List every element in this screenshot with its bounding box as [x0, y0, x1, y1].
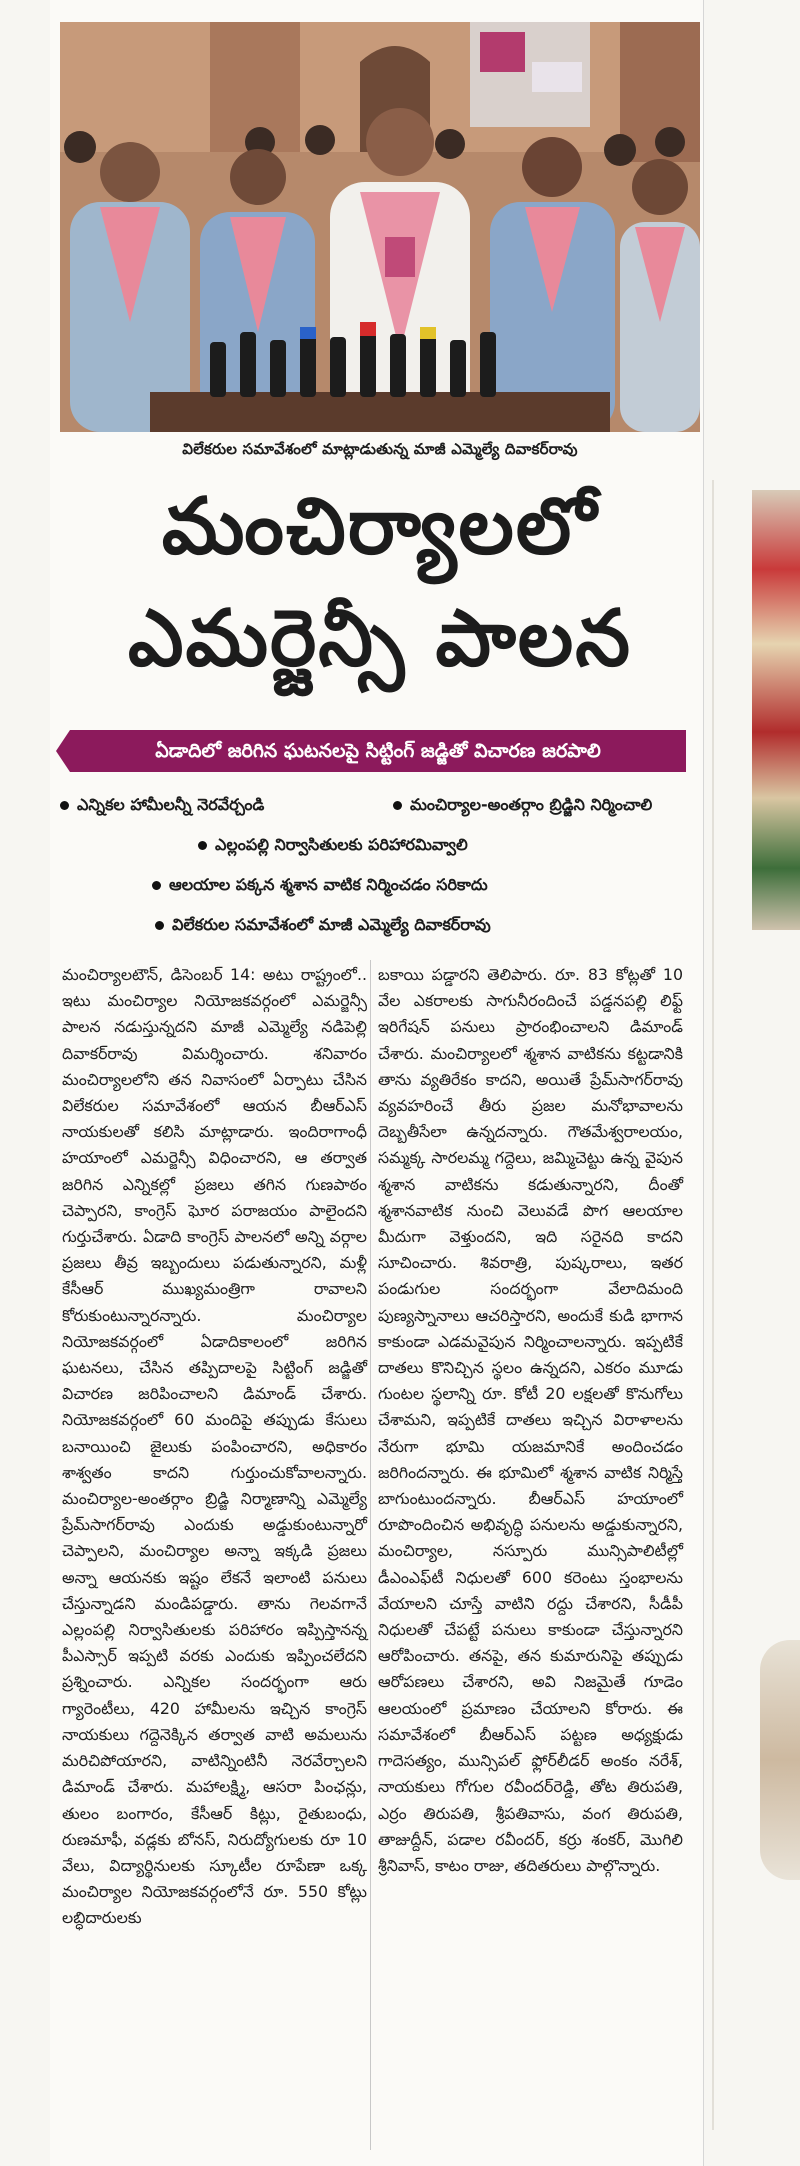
- bullet-dot-icon: [152, 881, 161, 890]
- bullet-point: [152, 875, 488, 898]
- adjacent-clipping-photo-2: [760, 1640, 800, 1880]
- bullet-text: ఆలయాల పక్కన శ్మశాన వాటిక నిర్మించడం సరికాదు: [169, 875, 488, 894]
- article-text-left: మంచిర్యాలటౌన్, డిసెంబర్ 14: అటు రాష్ట్రంలో.. ఇటు మంచిర్యాల నియోజకవర్గంలో ఎమర్జెన్సీ పాలన నడుస్తున్నదని మాజీ ఎమ్మెల్యే నడిపెల్లి దివాకర్‌రావు విమర్శించారు. శనివారం మంచిర్యాలలోని తన నివాసంలో ఏర్పాటు చేసిన విలేకరుల సమావేశంలో ఆయన బీఆర్‌ఎస్ నాయకులతో కలిసి మాట్లాడారు. ఇందిరాగాంధీ హయాంలో ఎమర్జెన్సీ విధించారని, ఆ తర్వాత జరిగిన ఎన్నికల్లో ప్రజలు తగిన గుణపాఠం చెప్పారని, కాంగ్రెస్ ఘోర పరాజయం పాలైందని గుర్తుచేశారు. ఏడాది కాంగ్రెస్ పాలనలో అన్ని వర్గాల ప్రజలు తీవ్ర ఇబ్బందులు పడుతున్నారని, మళ్లీ కేసీఆర్ ముఖ్యమంత్రిగా రావాలని కోరుకుంటున్నారన్నారు. మంచిర్యాల నియోజకవర్గంలో ఏడాదికాలంలో జరిగిన ఘటనలు, చేసిన తప్పిదాలపై సిట్టింగ్ జడ్జితో విచారణ జరిపించాలని డిమాండ్ చేశారు. నియోజకవర్గంలో 60 మందిపై తప్పుడు కేసులు బనాయించి జైలుకు పంపించారని, అధికారం శాశ్వతం కాదని గుర్తుంచుకోవాలన్నారు. మంచిర్యాల-అంతర్గాం బ్రిడ్జి నిర్మాణాన్ని ఎమ్మెల్యే ప్రేమ్‌సాగర్‌రావు ఎందుకు అడ్డుకుంటున్నారో చెప్పాలని, మంచిర్యాల అన్నా ఇక్కడి ప్రజలు అన్నా ఆయనకు ఇష్టం లేకనే ఇలాంటి పనులు చేస్తున్నాడని మండిపడ్డారు. తాను గెలవగానే ఎల్లంపల్లి నిర్వాసితులకు పరిహారం ఇప్పిస్తానన్న పీఎస్సార్ ఇప్పటి వరకు ఎందుకు ఇప్పించలేదని ప్రశ్నించారు. ఎన్నికల సందర్భంగా ఆరు గ్యారెంటీలు, 420 హామీలను ఇచ్చిన కాంగ్రెస్ నాయకులు గద్దెనెక్కిన తర్వాత వాటి అమలును మరిచిపోయారని, వాటిన్నింటినీ నెరవేర్చాలని డిమాండ్ చేశారు. మహాలక్ష్మి, ఆసరా పింఛన్లు, తులం బంగారం, కేసీఆర్ కిట్లు, రైతుబంధు, రుణమాఫీ, వడ్లకు బోనస్, నిరుద్యోగులకు రూ 10 వేలు, విద్యార్థినులకు స్కూటీల రూపేణా ఒక్క మంచిర్యాల నియోజకవర్గంలోనే రూ. 550 కోట్లు లబ్ధిదారులకు: [62, 965, 367, 1928]
- press-meet-illustration: [60, 22, 700, 432]
- page-edge-rule: [703, 0, 704, 2166]
- bullet-dot-icon: [198, 841, 207, 850]
- subheadline-band: ఏడాదిలో జరిగిన ఘటనలపై సిట్టింగ్ జడ్జితో విచారణ జరపాలి: [70, 730, 686, 772]
- bullet-text: ఎల్లంపల్లి నిర్వాసితులకు పరిహారమివ్వాలి: [215, 835, 468, 854]
- decorative-border: [712, 480, 744, 2130]
- bullet-point: [393, 795, 652, 818]
- article-column-right: [378, 962, 683, 1879]
- bullet-point: [198, 835, 468, 858]
- adjacent-clipping-photo: [752, 490, 800, 930]
- bullet-dot-icon: [155, 921, 164, 930]
- bullet-text: ఎన్నికల హామీలన్నీ నెరవేర్చండి: [77, 795, 265, 814]
- bullet-text: విలేకరుల సమావేశంలో మాజీ ఎమ్మెల్యే దివాకర్‌రావు: [172, 915, 491, 934]
- article-column-left: [62, 962, 367, 1932]
- press-meet-photo: [60, 22, 700, 432]
- bullet-text: మంచిర్యాల-అంతర్గాం బ్రిడ్జిని నిర్మించాలి: [410, 795, 653, 814]
- bullet-point: [155, 915, 491, 938]
- photo-caption: విలేకరుల సమావేశంలో మాట్లాడుతున్న మాజీ ఎమ్మెల్యే దివాకర్‌రావు: [182, 440, 578, 458]
- bullet-dot-icon: [393, 801, 402, 810]
- headline-line-1: మంచిర్యాలలో: [161, 482, 599, 572]
- bullet-point: [60, 795, 264, 818]
- article-text-right: బకాయి పడ్డారని తెలిపారు. రూ. 83 కోట్లతో 10 వేల ఎకరాలకు సాగునీరందించే పడ్డనపల్లి లిఫ్ట్ ఇరిగేషన్ పనులు ప్రారంభించాలని డిమాండ్ చేశారు. మంచిర్యాలలో శ్మశాన వాటికను కట్టడానికి తాను వ్యతిరేకం కాదని, అయితే ప్రేమ్‌సాగర్‌రావు వ్యవహరించే తీరు ప్రజల మనోభావాలను దెబ్బతీసేలా ఉన్నదన్నారు. గౌతమేశ్వరాలయం, సమ్మక్క సారలమ్మ గద్దెలు, జమ్మిచెట్టు ఉన్న వైపున శ్మశాన వాటికను కడుతున్నారని, దీంతో శ్మశానవాటిక నుంచి వెలువడే పొగ ఆలయాల మీదుగా వెళ్తుందని, ఇది సరైనది కాదని సూచించారు. శివరాత్రి, పుష్కరాలు, ఇతర పండుగుల సందర్భంగా వేలాదిమంది పుణ్యస్నానాలు ఆచరిస్తారని, అందుకే కుడి భాగాన కాకుండా ఎడమవైపున నిర్మించాలన్నారు. ఇప్పటికే దాతలు కొనిచ్చిన స్థలం ఉన్నదని, ఎకరం మూడు గుంటల స్థలాన్ని రూ. కోటీ 20 లక్షలతో కొనుగోలు చేశామని, ఇప్పటికే దాతలు ఇచ్చిన విరాళాలను నేరుగా భూమి యజమానికే అందించడం జరిగిందన్నారు. ఈ భూమిలో శ్మశాన వాటిక నిర్మిస్తే బాగుంటుందన్నారు. బీఆర్‌ఎస్ హయాంలో రూపొందించిన అభివృద్ధి పనులను అడ్డుకున్నారని, మంచిర్యాల, నస్పూరు మున్సిపాలిటీల్లో డీఎంఎఫ్‌టీ నిధులతో 600 కరెంటు స్తంభాలను వేయాలని చూస్తే వాటిని రద్దు చేశారని, సీడీపీ నిధులతో చేపట్టే పనులు కాకుండా చేస్తున్నారని ఆరోపించారు. తనపై, తన కుమారునిపై తప్పుడు ఆరోపణలు చేశారని, అవి నిజమైతే గూడెం ఆలయంలో ప్రమాణం చేయాలని కోరారు. ఈ సమావేశంలో బీఆర్‌ఎస్ పట్టణ అధ్యక్షుడు గాదెసత్యం, మున్సిపల్ ఫ్లోర్‌లీడర్ అంకం నరేశ్, నాయకులు గోగుల రవీందర్‌రెడ్డి, తోట తిరుపతి, ఎర్రం తిరుపతి, శ్రీపతివాసు, వంగ తిరుపతి, తాజుద్దీన్, పడాల రవీందర్, కర్రు శంకర్, మొగిలి శ్రీనివాస్, కాటం రాజు, తదితరులు పాల్గొన్నారు.: [378, 965, 683, 1875]
- bullet-dot-icon: [60, 801, 69, 810]
- column-divider: [370, 960, 371, 2150]
- headline-line-2: ఎమర్జెన్సీ పాలన: [128, 594, 632, 684]
